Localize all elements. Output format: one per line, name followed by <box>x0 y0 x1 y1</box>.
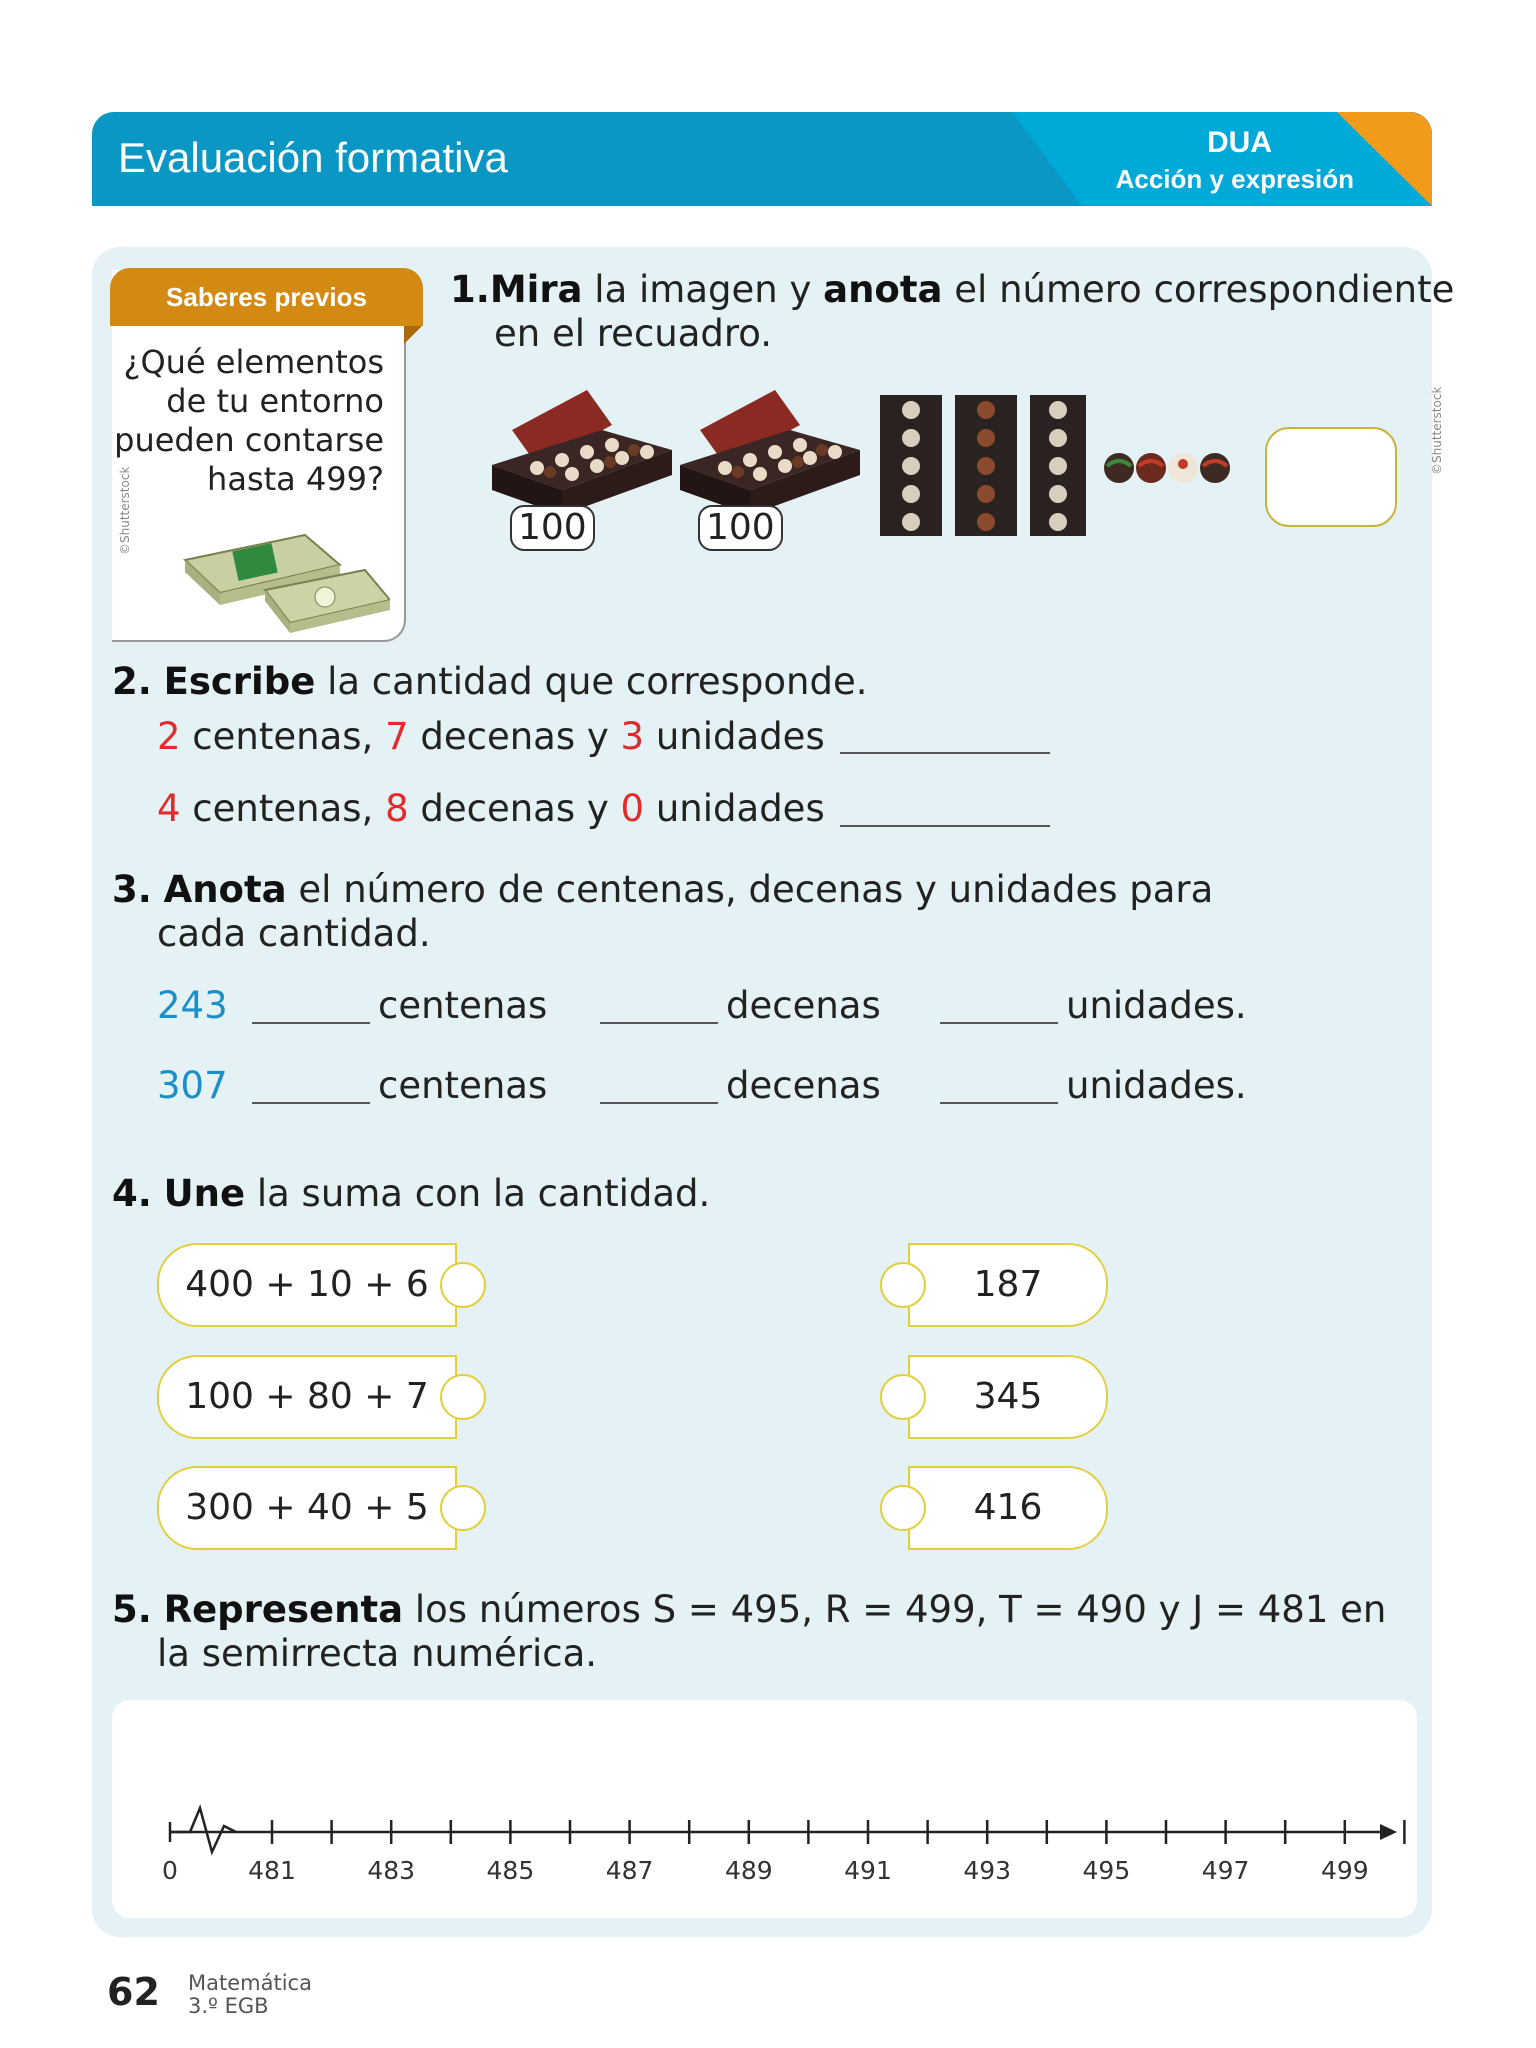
q3-unidades-label: unidades. <box>1066 984 1247 1027</box>
q4-number: 4. <box>112 1172 152 1215</box>
q1-verb-mira: Mira <box>489 268 583 311</box>
q5-line2: la semirrecta numérica. <box>157 1632 598 1675</box>
saberes-tab-fold <box>404 326 422 344</box>
q2-number: 2. <box>112 660 152 703</box>
q3-line2: cada cantidad. <box>157 912 431 955</box>
chocolate-rows-image <box>878 393 1088 538</box>
q3-centenas-blank[interactable] <box>252 1102 370 1104</box>
footer-subject <box>188 1972 312 2018</box>
page-number: 62 <box>107 1970 160 2014</box>
q3-decenas-label: decenas <box>726 984 881 1027</box>
chocolate-box-image <box>492 390 678 515</box>
q3-decenas-label: decenas <box>726 1064 881 1107</box>
axis-tick-label: 489 <box>724 1856 773 1885</box>
q5-verb: Representa <box>163 1588 404 1631</box>
axis-tick-label: 495 <box>1082 1856 1131 1885</box>
q3-unidades-blank[interactable] <box>940 1102 1058 1104</box>
result-card: 416 <box>908 1466 1108 1550</box>
q2-text: la cantidad que corresponde. <box>315 660 868 703</box>
q4-text: la suma con la cantidad. <box>245 1172 711 1215</box>
q3-value-307: 307 <box>157 1064 228 1107</box>
footer-subject-name: Matemática <box>188 1971 312 1995</box>
axis-tick-label: 493 <box>963 1856 1012 1885</box>
saberes-line: de tu entorno <box>166 382 384 420</box>
axis-tick-label: 487 <box>605 1856 654 1885</box>
question-2 <box>112 660 868 704</box>
q3-number: 3. <box>112 868 152 911</box>
question-4 <box>112 1172 710 1216</box>
saberes-line: ¿Qué elementos <box>123 343 384 381</box>
q1-number: 1. <box>450 268 490 311</box>
axis-tick-label: 497 <box>1201 1856 1250 1885</box>
sum-connector-dot[interactable] <box>440 1485 486 1531</box>
q1-verb-anota: anota <box>823 268 943 311</box>
dua-title: DUA <box>1207 126 1272 159</box>
question-5 <box>112 1588 1386 1632</box>
chocolate-box-image <box>680 390 866 515</box>
question-3 <box>112 868 1213 912</box>
result-connector-dot[interactable] <box>880 1485 926 1531</box>
q2-centenas-value: 4 <box>157 787 181 830</box>
q1-line2: en el recuadro. <box>494 312 773 355</box>
q2-decenas-value: 8 <box>385 787 409 830</box>
q2-unidades-value: 3 <box>620 715 645 758</box>
q2-row-1 <box>157 715 825 759</box>
question-1 <box>450 268 1454 312</box>
result-card: 187 <box>908 1243 1108 1327</box>
q1-text: la imagen y <box>582 268 824 311</box>
q3-value-243: 243 <box>157 984 228 1027</box>
q3-centenas-label: centenas <box>378 984 548 1027</box>
box-label-100: 100 <box>510 505 595 551</box>
sum-card: 400 + 10 + 6 <box>157 1243 457 1327</box>
q2-decenas-value: 7 <box>385 715 409 758</box>
sum-card: 100 + 80 + 7 <box>157 1355 457 1439</box>
q3-decenas-blank[interactable] <box>600 1102 718 1104</box>
sum-connector-dot[interactable] <box>440 1262 486 1308</box>
q5-number: 5. <box>112 1588 152 1631</box>
page-title: Evaluación formativa <box>118 134 508 181</box>
q1-answer-box[interactable] <box>1265 427 1397 527</box>
header-bar <box>92 112 1432 206</box>
q3-centenas-label: centenas <box>378 1064 548 1107</box>
saberes-label: Saberes previos <box>166 282 367 312</box>
q2-label: decenas y <box>408 715 621 758</box>
sum-connector-dot[interactable] <box>440 1374 486 1420</box>
q4-verb: Une <box>163 1172 246 1215</box>
q3-text: el número de centenas, decenas y unidades para <box>286 868 1214 911</box>
q1-text: el número correspondiente <box>942 268 1455 311</box>
axis-tick-label: 0 <box>162 1856 178 1885</box>
axis-break-icon <box>170 1808 236 1852</box>
sum-card: 300 + 40 + 5 <box>157 1466 457 1550</box>
arrow-head-icon <box>1380 1824 1397 1840</box>
q2-answer-line-1[interactable] <box>840 752 1050 754</box>
q2-label: centenas, <box>180 715 386 758</box>
q2-verb: Escribe <box>163 660 316 703</box>
q2-unidades-value: 0 <box>620 787 645 830</box>
q2-answer-line-2[interactable] <box>840 825 1050 827</box>
result-connector-dot[interactable] <box>880 1262 926 1308</box>
money-stack-image <box>175 505 390 635</box>
footer-grade: 3.º EGB <box>188 1994 269 2018</box>
q2-label: decenas y <box>408 787 621 830</box>
axis-tick-label: 481 <box>248 1856 296 1885</box>
q3-decenas-blank[interactable] <box>600 1022 718 1024</box>
q2-centenas-value: 2 <box>157 715 181 758</box>
image-credit: ©Shutterstock <box>118 466 132 555</box>
q3-centenas-blank[interactable] <box>252 1022 370 1024</box>
q3-unidades-blank[interactable] <box>940 1022 1058 1024</box>
q5-text: los números S = 495, R = 499, T = 490 y J = 481 en <box>403 1588 1387 1631</box>
q2-label: unidades <box>644 715 825 758</box>
q2-label: unidades <box>644 787 825 830</box>
saberes-line: hasta 499? <box>207 460 384 498</box>
q3-unidades-label: unidades. <box>1066 1064 1247 1107</box>
single-chocolates-image <box>1103 448 1233 488</box>
dua-subtitle: Acción y expresión <box>1115 164 1354 194</box>
result-connector-dot[interactable] <box>880 1374 926 1420</box>
result-card: 345 <box>908 1355 1108 1439</box>
axis-tick-label: 483 <box>367 1856 416 1885</box>
box-label-100: 100 <box>698 505 783 551</box>
q2-row-2 <box>157 787 825 831</box>
axis-tick-label: 491 <box>844 1856 892 1885</box>
q2-label: centenas, <box>180 787 386 830</box>
saberes-question <box>114 343 384 499</box>
q3-verb: Anota <box>163 868 287 911</box>
axis-tick-label: 499 <box>1320 1856 1369 1885</box>
image-credit: ©Shutterstock <box>1430 386 1444 475</box>
saberes-line: pueden contarse <box>114 421 384 459</box>
axis-tick-label: 485 <box>486 1856 535 1885</box>
